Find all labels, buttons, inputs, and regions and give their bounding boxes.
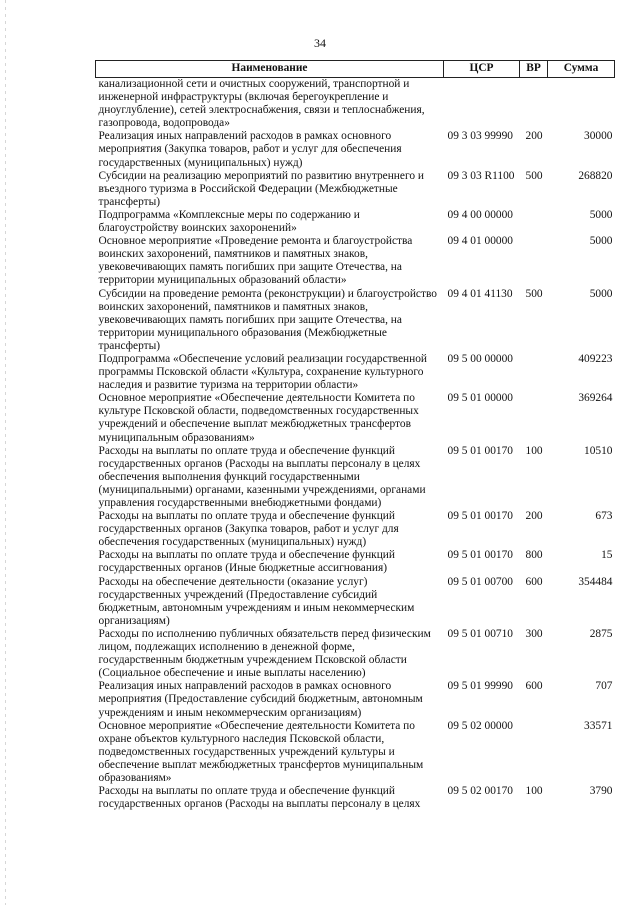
table-header-row [96, 61, 615, 78]
row-name-cell: Подпрограмма «Обеспечение условий реализации государственной программы Псковской области «Культура, сохранение культурного наследия и развитие туризма на территории области» [98, 352, 427, 392]
row-name-cell: Реализация иных направлений расходов в рамках основного мероприятия (Предоставление субсидий бюджетным, автономным учреждениям и иным некоммерческим организациям) [98, 680, 423, 719]
row-vr-cell: 100 [525, 785, 543, 798]
table-row [96, 549, 615, 575]
row-sum-cell: 2875 [589, 627, 613, 640]
row-name-cell: Расходы по исполнению публичных обязательств перед физическим лицом, подлежащих исполнению в денежной форме, государственным бюджетным учреждением Псковской области (Социальное обеспечение и иные выплаты населению) [98, 627, 431, 680]
row-sum-cell: 15 [601, 549, 613, 562]
row-csr-cell: 09 5 01 00710 [447, 627, 513, 640]
row-csr-cell: 09 4 00 00000 [447, 208, 513, 221]
row-vr-cell [520, 353, 548, 392]
header-sum: Сумма [548, 61, 615, 78]
row-sum-cell: 673 [595, 510, 613, 523]
header-vr: ВР [520, 61, 548, 78]
row-name-cell: Расходы на выплаты по оплате труда и обеспечение функций государственных органов (Расходы на выплаты персоналу в целях [98, 785, 421, 811]
row-vr-cell [520, 235, 548, 287]
row-csr-cell: 09 4 01 00000 [447, 235, 513, 248]
table-row [96, 392, 615, 444]
table-row [96, 130, 615, 169]
header-name: Наименование [96, 61, 444, 78]
row-vr-cell [520, 209, 548, 235]
row-vr-cell: 500 [525, 287, 543, 300]
row-sum-cell [548, 78, 615, 131]
budget-table-wrap [95, 60, 614, 811]
table-row [96, 628, 615, 680]
row-csr-cell: 09 5 01 99990 [447, 680, 513, 693]
row-csr-cell: 09 5 01 00700 [447, 575, 513, 588]
row-name-cell: Субсидии на реализацию мероприятий по развитию внутреннего и въездного туризма в Российской Федерации (Межбюджетные трансферты) [98, 169, 424, 208]
row-name-cell: Расходы на выплаты по оплате труда и обеспечение функций государственных органов (Закупка товаров, работ и услуг для обеспечения государственных (муниципальных) нужд) [98, 510, 399, 549]
row-csr-cell: 09 5 01 00170 [447, 549, 513, 562]
row-name-cell: Основное мероприятие «Обеспечение деятельности Комитета по культуре Псковской области, подведомственных государственных учреждений и обеспечение выплат межбюджетных трансфертов муниципальным образованиям» [98, 392, 419, 444]
row-csr-cell: 09 5 02 00170 [447, 785, 513, 798]
row-vr-cell [520, 392, 548, 444]
table-row [96, 680, 615, 719]
row-vr-cell: 100 [525, 444, 543, 457]
row-vr-cell: 500 [525, 169, 543, 182]
row-sum-cell: 268820 [578, 169, 613, 182]
table-row [96, 78, 615, 131]
row-vr-cell: 200 [525, 510, 543, 523]
table-row [96, 288, 615, 353]
table-row [96, 170, 615, 209]
row-vr-cell: 600 [525, 680, 543, 693]
table-row [96, 576, 615, 628]
page-number: 34 [314, 36, 326, 50]
row-csr-cell: 09 5 01 00000 [447, 392, 513, 405]
header-csr: ЦСР [444, 61, 520, 78]
table-row [96, 445, 615, 510]
row-csr-cell: 09 5 00 00000 [447, 352, 513, 365]
row-name-cell: Подпрограмма «Комплексные меры по содержанию и благоустройству воинских захоронений» [98, 208, 360, 235]
row-csr-cell: 09 3 03 99990 [447, 130, 513, 143]
row-name-cell: Расходы на выплаты по оплате труда и обеспечение функций государственных органов (Иные бюджетные ассигнования) [98, 549, 395, 575]
row-sum-cell: 3790 [589, 785, 613, 798]
row-sum-cell: 707 [595, 680, 613, 693]
row-csr-cell: 09 5 01 00170 [447, 444, 513, 457]
row-csr-cell: 09 3 03 R1100 [447, 169, 515, 182]
row-csr-cell: 09 4 01 41130 [447, 287, 513, 300]
row-name-cell: Основное мероприятие «Проведение ремонта и благоустройства воинских захоронений, памятников и памятных знаков, увековечивающих память погибших при защите Отечества, на территории муниципальных образований области» [98, 235, 413, 287]
row-sum-cell: 5000 [589, 208, 613, 221]
row-sum-cell: 10510 [584, 444, 613, 457]
row-vr-cell: 200 [525, 130, 543, 143]
row-csr-cell [444, 78, 520, 131]
row-sum-cell: 354484 [578, 575, 613, 588]
table-body [96, 78, 615, 812]
table-row [96, 353, 615, 392]
row-name-cell: Основное мероприятие «Обеспечение деятельности Комитета по охране объектов культурного наследия Псковской области, подведомственных государственных учреждений культуры и обеспечение выплат межбюджетных трансфертов муниципальным образованиям» [98, 719, 424, 784]
row-sum-cell: 5000 [589, 287, 613, 300]
row-sum-cell: 5000 [589, 235, 613, 248]
row-sum-cell: 33571 [584, 719, 613, 732]
row-sum-cell: 369264 [578, 392, 613, 405]
row-vr-cell: 300 [525, 627, 543, 640]
table-row [96, 235, 615, 287]
row-csr-cell: 09 5 02 00000 [447, 719, 513, 732]
scan-edge [5, 0, 6, 905]
row-sum-cell: 30000 [584, 130, 613, 143]
row-name-cell: Реализация иных направлений расходов в рамках основного мероприятия (Закупка товаров, работ и услуг для обеспечения государственных (муниципальных) нужд) [98, 130, 402, 169]
row-name-cell: Расходы на обеспечение деятельности (оказание услуг) государственных учреждений (Предоставление субсидий бюджетным, автономным учреждениям и иным некоммерческим организациям) [98, 575, 415, 627]
row-vr-cell [520, 78, 548, 131]
row-vr-cell [520, 720, 548, 785]
row-vr-cell: 600 [525, 575, 543, 588]
row-name-cell: Субсидии на проведение ремонта (реконструкции) и благоустройство воинских захоронений, памятников и памятных знаков, увековечивающих память погибших при защите Отечества, на территории муниципального образования (Межбюджетные трансферты) [98, 287, 437, 352]
row-csr-cell: 09 5 01 00170 [447, 510, 513, 523]
table-row [96, 720, 615, 785]
table-row [96, 785, 615, 811]
row-name-cell: канализационной сети и очистных сооружений, транспортной и инженерной инфраструктуры (включая берегоукрепление и дноуглубление), сетей электроснабжения, связи и теплоснабжения, газопровода, водопровода» [98, 78, 425, 130]
row-vr-cell: 800 [525, 549, 543, 562]
table-row [96, 209, 615, 235]
table-row [96, 510, 615, 549]
budget-table [95, 60, 615, 811]
row-name-cell: Расходы на выплаты по оплате труда и обеспечение функций государственных органов (Расходы на выплаты персоналу в целях обеспечения выполнения функций государственными (муниципальными) органами, казенными учреждениями, органами управления государственными внебюджетными фондами) [98, 444, 426, 509]
row-sum-cell: 409223 [578, 352, 613, 365]
